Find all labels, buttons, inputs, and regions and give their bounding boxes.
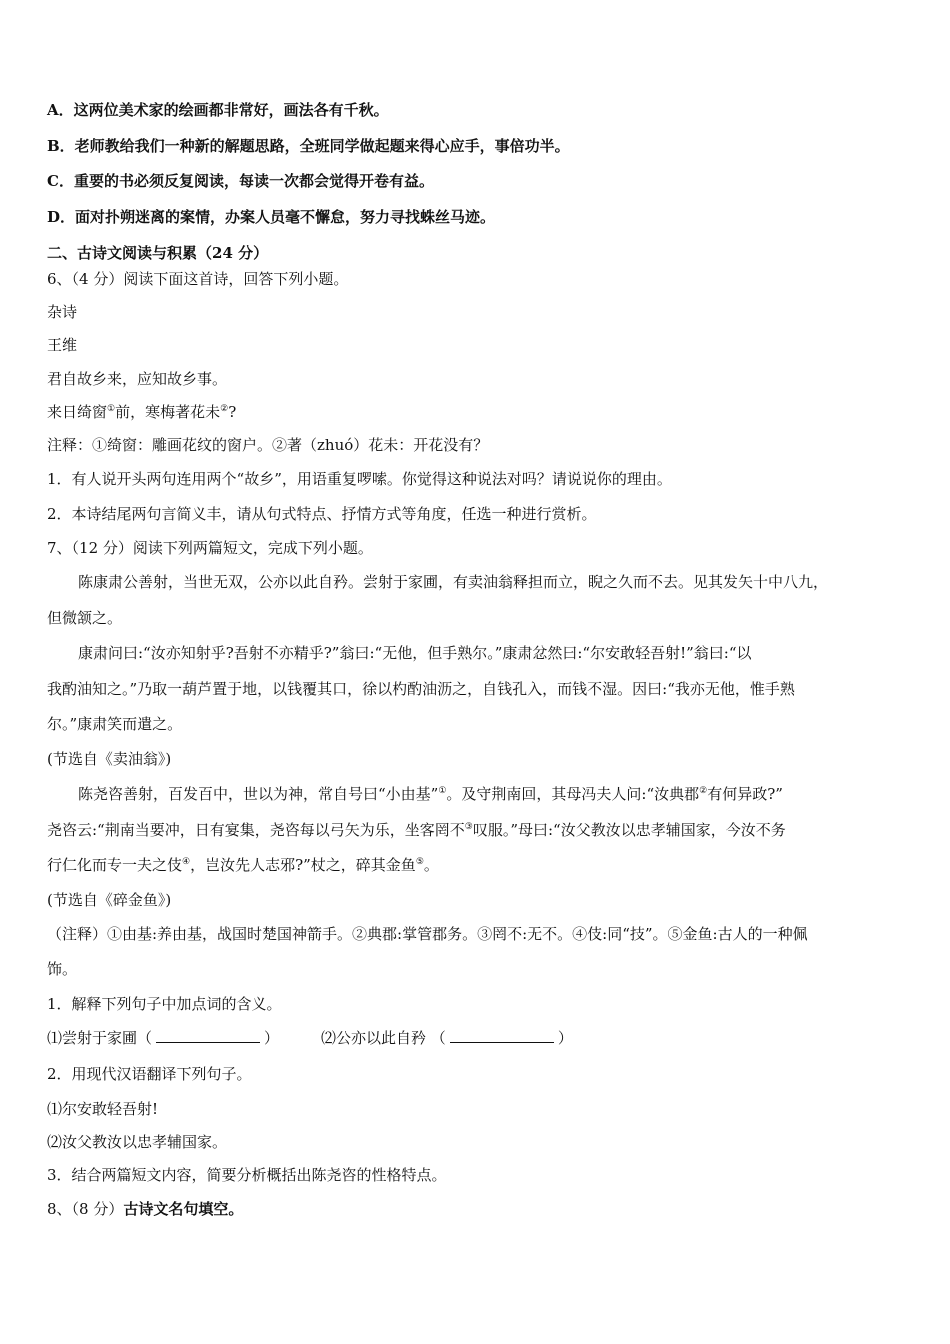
q7-sub1-items xyxy=(47,1027,908,1049)
source-1: (节选自《卖油翁》) xyxy=(47,750,172,768)
poem-line-2-a: 来日绮窗 xyxy=(47,403,108,421)
option-d: D．面对扑朔迷离的案情，办案人员毫不懈怠，努力寻找蛛丝马迹。 xyxy=(47,208,496,226)
passage2-line: 我酌油知之。”乃取一葫芦置于地，以钱覆其口，徐以杓酌油沥之，自钱孔入，而钱不湿。因曰:“我亦无他，惟手熟 xyxy=(47,680,795,698)
q7-sub1: 1．解释下列句子中加点词的含义。 xyxy=(47,995,282,1013)
passage3-line xyxy=(47,854,908,876)
passage3-text: 。及守荆南回，其母冯夫人问:“汝典郡 xyxy=(446,785,700,803)
poem-line-2-b: 前，寒梅著花未 xyxy=(115,403,221,421)
passage3-text: 行仁化而专一夫之伎 xyxy=(47,856,183,874)
poem-line-1: 君自故乡来，应知故乡事。 xyxy=(47,370,228,388)
passage3-text: 。 xyxy=(423,856,439,874)
note-mark: ① xyxy=(438,786,447,796)
answer-blank[interactable] xyxy=(156,1028,260,1043)
option-c: C．重要的书必须反复阅读，每读一次都会觉得开卷有益。 xyxy=(47,172,434,190)
source-2: (节选自《碎金鱼》) xyxy=(47,891,172,909)
passage3-line xyxy=(78,783,908,805)
passage3-text: 叹服。”母曰:“汝父教汝以忠孝辅国家，今汝不务 xyxy=(472,821,786,839)
passage1-line: 但微颔之。 xyxy=(47,609,123,627)
option-a: A．这两位美术家的绘画都非常好，画法各有千秋。 xyxy=(47,101,389,119)
sub1-item1-close: ） xyxy=(264,1029,280,1047)
q8-score: 8、（8 分） xyxy=(47,1200,124,1218)
q7-sub3: 3．结合两篇短文内容，简要分析概括出陈尧咨的性格特点。 xyxy=(47,1166,447,1184)
passage2-line: 康肃问曰:“汝亦知射乎?吾射不亦精乎?”翁曰:“无他，但手熟尔。”康肃忿然曰:“尔安敢轻吾射!”翁曰:“以 xyxy=(78,644,752,662)
note-mark: ② xyxy=(699,786,708,796)
poem-author: 王维 xyxy=(47,336,78,354)
q7-notes: （注释）①由基:养由基，战国时楚国神箭手。②典郡:掌管郡务。③罔不:无不。④伎:同“技”。⑤金鱼:古人的一种佩 xyxy=(47,925,808,943)
q8-stem xyxy=(47,1198,908,1220)
passage1-line: 陈康肃公善射，当世无双，公亦以此自矜。尝射于家圃，有卖油翁释担而立，睨之久而不去。见其发矢十中八九， xyxy=(78,573,829,591)
note-mark: ② xyxy=(220,404,229,414)
answer-blank[interactable] xyxy=(450,1028,554,1043)
q7-sub2-item: ⑵汝父教汝以忠孝辅国家。 xyxy=(47,1133,228,1151)
q6-sub1: 1．有人说开头两句连用两个“故乡”，用语重复啰嗦。你觉得这种说法对吗？请说说你的理由。 xyxy=(47,470,672,488)
passage3-text: 有何异政?” xyxy=(707,785,783,803)
q8-title: 古诗文名句填空。 xyxy=(123,1200,244,1218)
note-mark: ③ xyxy=(464,822,473,832)
poem-line-2-c: ? xyxy=(228,403,237,421)
q7-sub2-item: ⑴尔安敢轻吾射! xyxy=(47,1100,159,1118)
q7-sub2: 2．用现代汉语翻译下列句子。 xyxy=(47,1065,252,1083)
passage3-text: 尧咨云:“荆南当要冲，日有宴集，尧咨每以弓矢为乐，坐客罔不 xyxy=(47,821,465,839)
q6-annotation: 注释：①绮窗：雕画花纹的窗户。②著（zhuó）花未：开花没有？ xyxy=(47,436,489,454)
option-b: B．老师教给我们一种新的解题思路，全班同学做起题来得心应手，事倍功半。 xyxy=(47,137,570,155)
sub1-item2-label: ⑵公亦以此自矜 （ xyxy=(321,1029,446,1047)
note-mark: ① xyxy=(107,404,116,414)
note-mark: ④ xyxy=(182,857,191,867)
sub1-item1-label: ⑴尝射于家圃（ xyxy=(47,1029,153,1047)
q6-stem: 6、（4 分）阅读下面这首诗，回答下列小题。 xyxy=(47,270,349,288)
note-mark: ⑤ xyxy=(415,857,424,867)
sub1-item2-close: ） xyxy=(557,1029,573,1047)
poem-line-2 xyxy=(47,401,908,423)
passage2-line: 尔。”康肃笑而遣之。 xyxy=(47,715,183,733)
section-title: 二、古诗文阅读与积累（24 分） xyxy=(47,244,269,262)
q7-stem: 7、（12 分）阅读下列两篇短文，完成下列小题。 xyxy=(47,539,373,557)
passage3-text: ，岂汝先人志邪?”杖之，碎其金鱼 xyxy=(190,856,416,874)
passage3-line xyxy=(47,819,908,841)
passage3-text: 陈尧咨善射，百发百中，世以为神，常自号曰“小由基” xyxy=(78,785,439,803)
q6-sub2: 2．本诗结尾两句言简义丰，请从句式特点、抒情方式等角度，任选一种进行赏析。 xyxy=(47,505,597,523)
poem-title: 杂诗 xyxy=(47,303,78,321)
q7-notes: 饰。 xyxy=(47,960,78,978)
